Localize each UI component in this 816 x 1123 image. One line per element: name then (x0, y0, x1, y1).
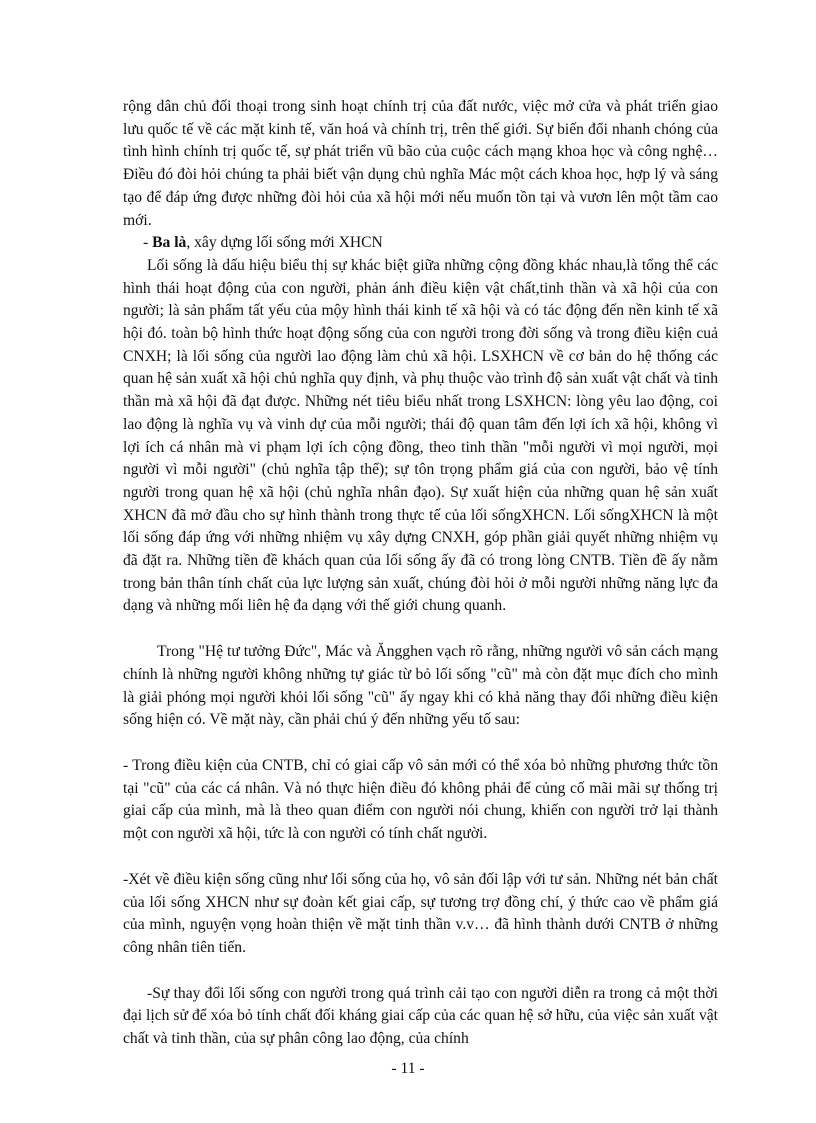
subheading-rest: , xây dựng lối sống mới XHCN (186, 234, 383, 252)
paragraph-intro: rộng dân chủ đối thoại trong sinh hoạt chính trị của đất nước, việc mở cửa và phát triển giao lưu quốc tế về các mặt kinh tế, văn hoá và chính trị, trên thế giới. Sự biến đổi nhanh chóng của tình hình chính trị quốc tế, sự phát triển vũ bão của cuộc cách mạng khoa học và công nghệ… Điều đó đòi hỏi chúng ta phải biết vận dụng chủ nghĩa Mác một cách khoa học, hợp lý và sáng tạo để đáp ứng được những đòi hỏi của xã hội mới nếu muốn tồn tại và vươn lên một tầm cao mới. (123, 98, 718, 229)
subheading-ba-la (123, 232, 718, 255)
paragraph-he-tu-tuong: Trong "Hệ tư tưởng Đức", Mác và Ăngghen vạch rõ rằng, những người vô sản cách mạng chính là những người không những tự giác từ bỏ lối sống "cũ" mà còn đặt mục đích cho mình là giải phóng mọi người khỏi lối sống "cũ" ấy ngay khi có khả năng thay đổi những điều kiện sống hiện có. Về mặt này, cần phải chú ý đến những yếu tố sau: (123, 643, 718, 729)
subheading-prefix: - (143, 234, 153, 252)
paragraph-point-dieu-kien: -Xét về điều kiện sống cũng như lối sống của họ, vô sản đối lập với tư sản. Những nét bản chất của lối sống XHCN như sự đoàn kết giai cấp, sự tương trợ đồng chí, ý thức cao về phẩm giá của mình, nguyện vọng hoàn thiện về mặt tinh thần v.v… đã hình thành dưới CNTB ở những công nhân tiên tiến. (123, 870, 718, 956)
subheading-bold: Ba là (152, 234, 187, 252)
paragraph-point-thay-doi: -Sự thay đổi lối sống con người trong quá trình cải tạo con người diễn ra trong cả một thời đại lịch sử để xóa bỏ tính chất đối kháng giai cấp của các quan hệ sở hữu, của việc sản xuất vật chất và tinh thần, của sự phân công lao động, của chính (123, 984, 718, 1048)
page-number: - 11 - (391, 1060, 425, 1077)
paragraph-loi-song: Lối sống là dấu hiệu biểu thị sự khác biệt giữa những cộng đồng khác nhau,là tổng thể các hình thái hoạt động của con người, phản ánh điều kiện vật chất,tinh thần và xã hội của con người; là sản phẩm tất yếu của mộy hình thái kinh tế xã hội và có tác động đến nền kinh tế xã hội đó. toàn bộ hình thức hoạt động sống của con người trong đời sống và trong điều kiện cuả CNXH; là lối sống của người lao động làm chủ xã hội. LSXHCN về cơ bản do hệ thống các quan hệ sản xuất xã hội chủ nghĩa quy định, và phụ thuộc vào trình độ sản xuất vật chất và tinh thần mà xã hội đã đạt được. Những nét tiêu biểu nhất trong LSXHCN: lòng yêu lao động, coi lao động là nghĩa vụ và vinh dự của mỗi người; thái độ quan tâm đến lợi ích xã hội, không vì lợi ích cá nhân mà vi phạm lợi ích cộng đồng, theo tinh thần "mỗi người vì mọi người, mọi người vì mỗi người" (chủ nghĩa tập thể); sự tôn trọng phẩm giá của con người, bảo vệ tính người trong quan hệ xã hội (chủ nghĩa nhân đạo). Sự xuất hiện của những quan hệ sản xuất XHCN đã mở đầu cho sự hình thành trong thực tế của lối sốngXHCN. Lối sốngXHCN là một lối sống đáp ứng với những nhiệm vụ xây dựng CNXH, góp phần giải quyết những nhiệm vụ đã đặt ra. Những tiền đề khách quan của lối sống ấy đã có trong lòng CNTB. Tiền đề ấy nằm trong bản thân tính chất của lực lượng sản xuất, chúng đòi hỏi ở mỗi người những năng lực đa dạng và những mối liên hệ đa dạng với thế giới chung quanh. (123, 256, 718, 615)
document-body (123, 96, 718, 1051)
paragraph-point-cntb: - Trong điều kiện của CNTB, chỉ có giai cấp vô sản mới có thể xóa bỏ những phương thức tồn tại "cũ" của các cá nhân. Và nó thực hiện điều đó không phải để củng cố mãi mãi sự thống trị giai cấp của mình, mà là theo quan điểm con người nói chung, khiến con người trở lại thành một con người xã hội, tức là con người có tính chất người. (123, 756, 718, 843)
